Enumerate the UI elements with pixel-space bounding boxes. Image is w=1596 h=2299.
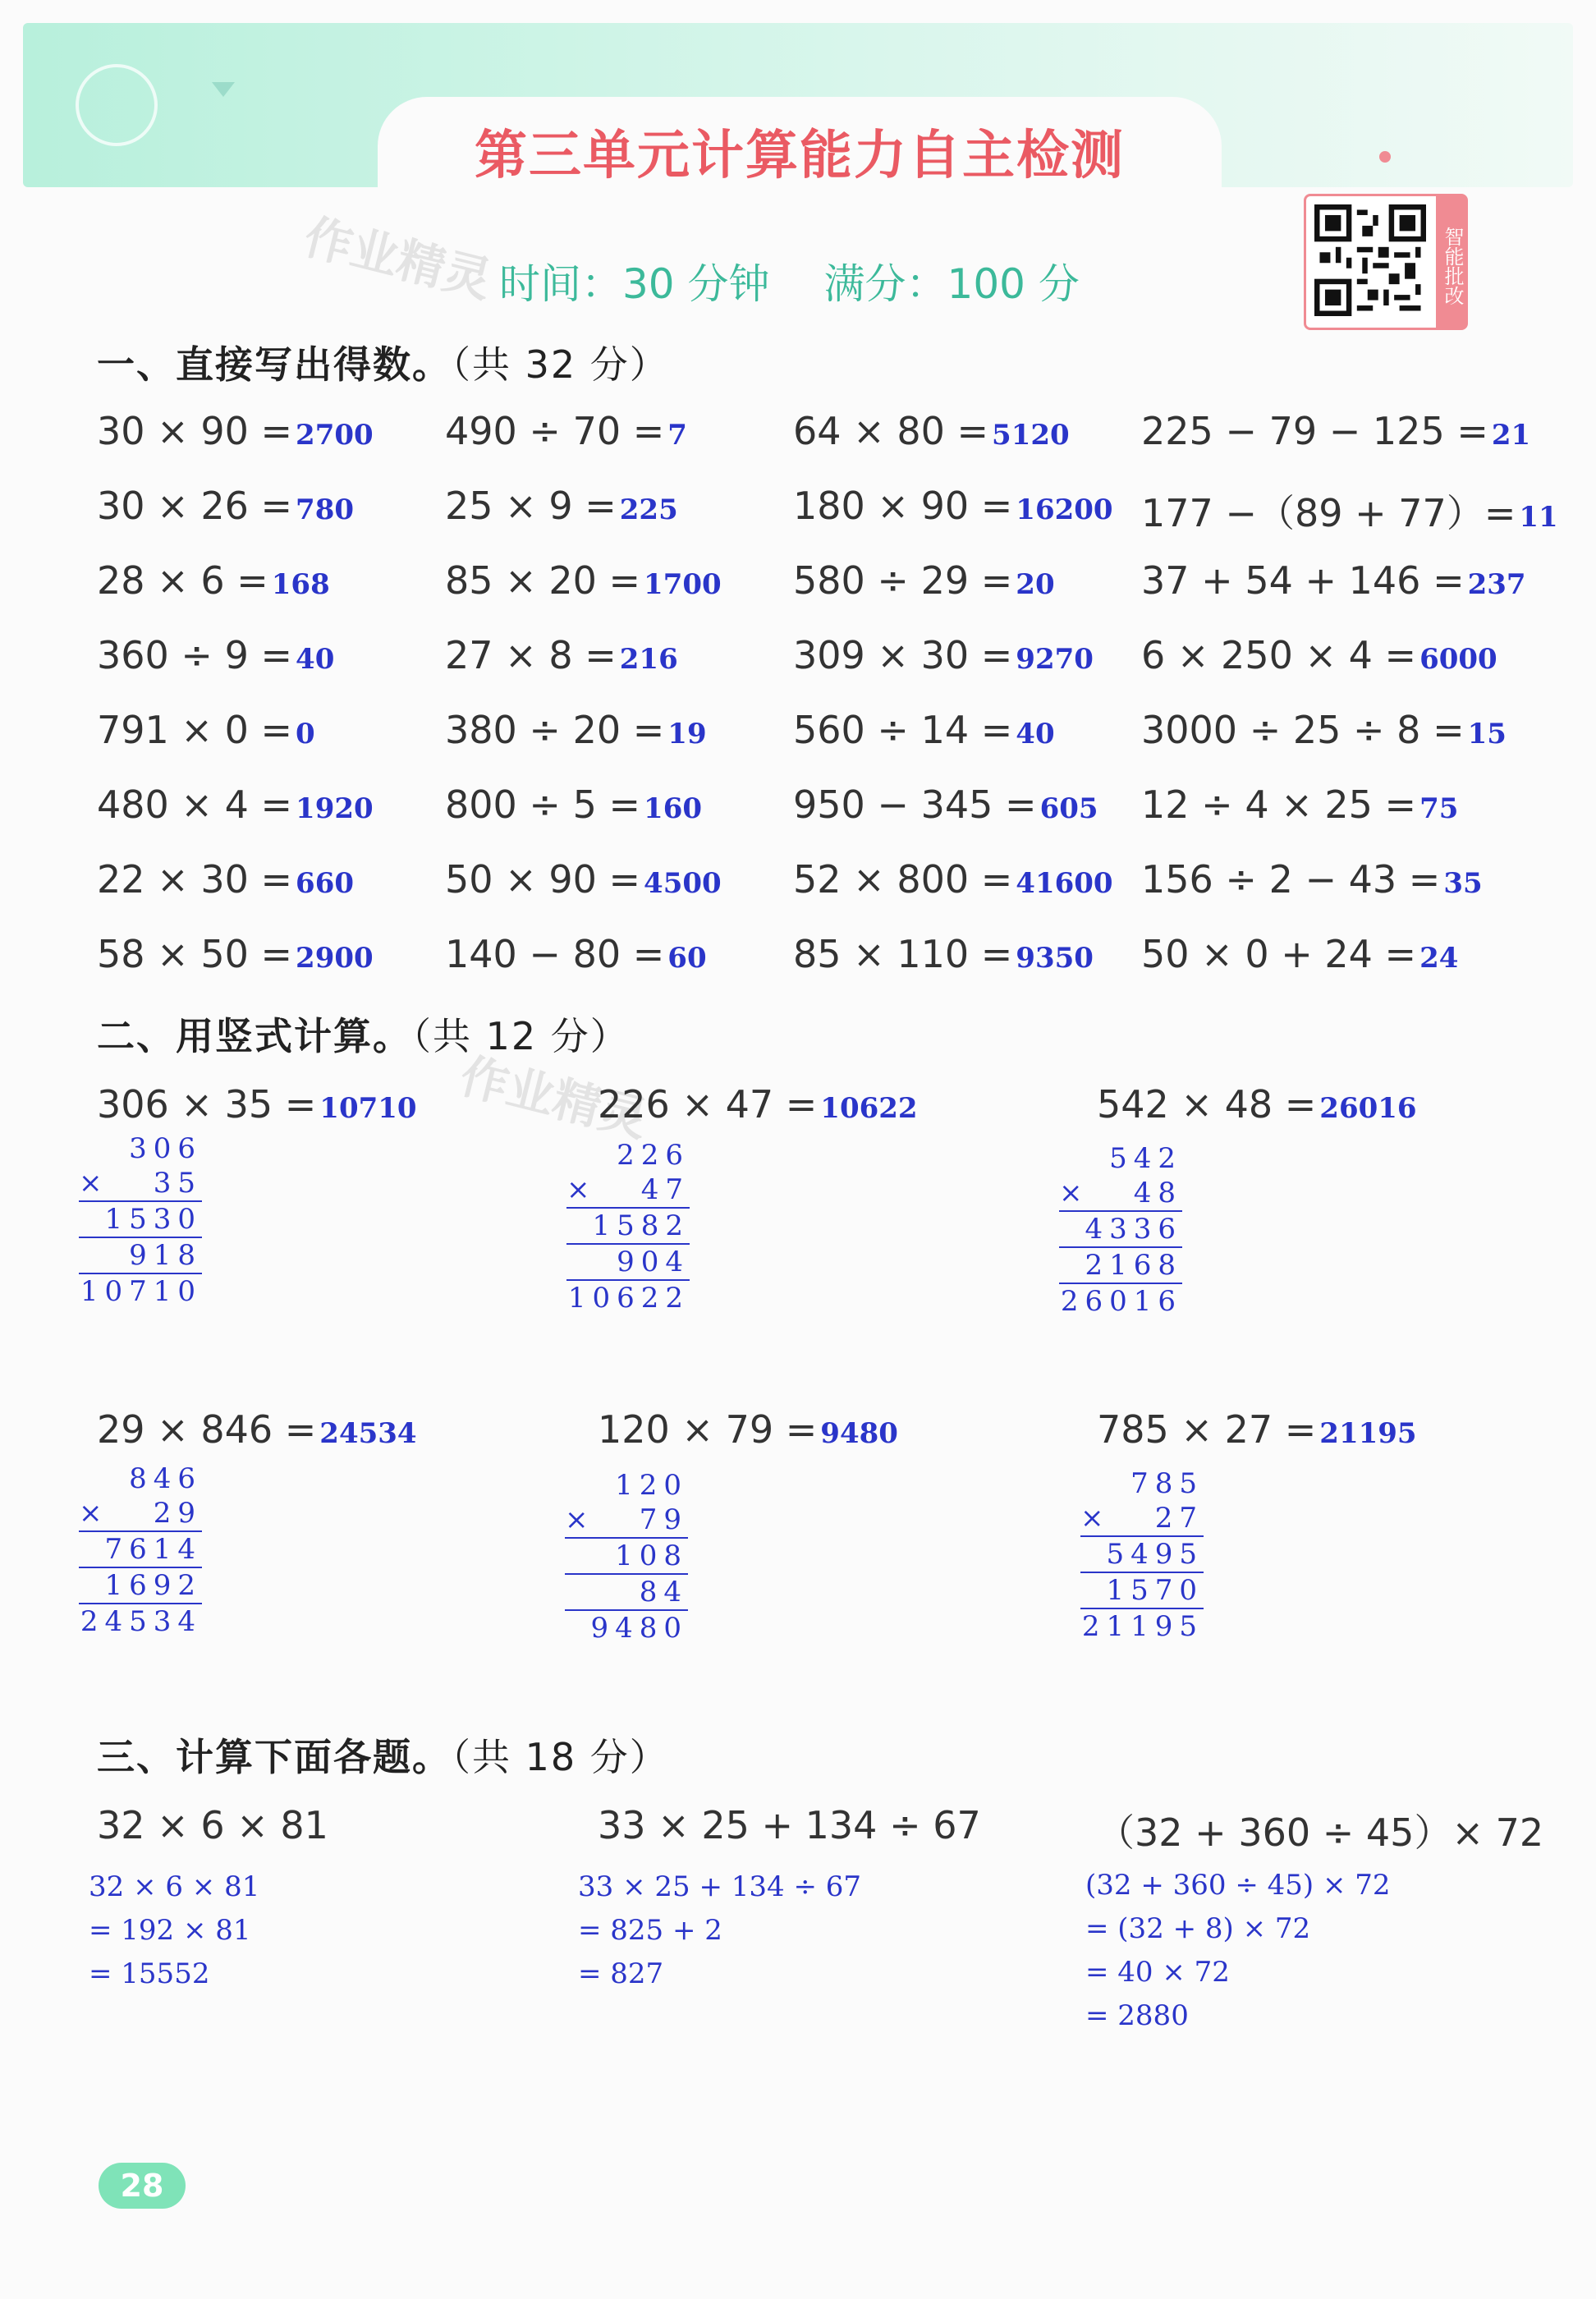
times-sign: × [565,1503,595,1536]
question-text: 180 × 90 = [793,484,1013,528]
qr-code-card[interactable] [1304,194,1468,330]
working-digits: 1582 [592,1209,690,1242]
handwritten-answer: 9480 [820,1417,898,1450]
oral-calc-item [1141,932,1458,976]
working-step: = 15552 [89,1957,210,1990]
handwritten-answer: 9350 [1016,942,1094,975]
full-score: 满分：100 分 [823,260,1080,308]
oral-calc-item [793,932,1094,976]
handwritten-answer: 21 [1491,419,1531,452]
question-text: 28 × 6 = [97,558,268,603]
question-text: 6 × 250 × 4 = [1141,633,1417,677]
working-step: = 827 [578,1957,664,1990]
question-text: 52 × 800 = [793,857,1013,902]
working-line-p2 [79,1238,202,1274]
question-text: 85 × 20 = [445,558,641,603]
oral-calc-item [97,484,354,528]
working-line-p1 [565,1539,688,1575]
question-text: 58 × 50 = [97,932,293,976]
times-sign: × [79,1497,109,1530]
working-digits: 7614 [104,1533,202,1566]
question-text: 30 × 26 = [97,484,293,528]
handwritten-answer: 24 [1419,942,1459,975]
times-sign: × [1080,1502,1111,1535]
exam-info [499,251,1134,310]
oral-calc-item [445,633,678,677]
vertical-calc-question [1097,1082,1417,1127]
question-text: 226 × 47 = [598,1082,818,1127]
times-sign: × [1059,1177,1089,1209]
oral-calc-item [97,558,330,603]
working-step: = 40 × 72 [1085,1956,1230,1989]
question-text: 50 × 0 + 24 = [1141,932,1417,976]
working-digits: 48 [1133,1177,1182,1209]
working-digits: 84 [639,1576,688,1608]
oral-calc-item [1141,409,1530,453]
working-digits: 785 [1130,1467,1204,1500]
handwritten-answer: 1700 [644,568,722,601]
question-text: 3000 ÷ 25 ÷ 8 = [1141,708,1465,752]
oral-calc-item [97,782,374,827]
oral-calc-item [793,857,1113,902]
handwritten-answer: 21195 [1319,1417,1417,1450]
handwritten-answer: 40 [1016,718,1055,750]
handwritten-answer: 780 [296,493,355,526]
working-digits: 2168 [1085,1249,1182,1282]
section-points: （共 18 分） [452,1735,669,1779]
question-text: 37 + 54 + 146 = [1141,558,1465,603]
working-digits: 5495 [1106,1538,1204,1571]
watermark: 作业精灵 [299,208,498,309]
handwritten-answer: 6000 [1419,643,1497,676]
oral-calc-item [793,409,1070,453]
working-digits: 21195 [1081,1610,1204,1643]
handwritten-answer: 20 [1016,568,1055,601]
working-line-top [566,1138,690,1172]
working-line-p1 [566,1209,690,1245]
working-digits: 47 [640,1173,690,1206]
section-title: 三、计算下面各题。 [97,1735,452,1779]
working-line-p2 [1059,1248,1182,1284]
question-text: 140 − 80 = [445,932,665,976]
working-line-p1 [1080,1537,1204,1573]
question-text: 30 × 90 = [97,409,293,453]
vertical-working [79,1131,202,1309]
question-text: 156 ÷ 2 − 43 = [1141,857,1441,902]
working-digits: 306 [129,1132,202,1165]
watermark: 作业精灵 [455,1047,654,1148]
handwritten-answer: 41600 [1016,867,1113,900]
handwritten-answer: 11 [1519,501,1558,534]
question-text: 29 × 846 = [97,1407,317,1452]
handwritten-answer: 1920 [296,792,374,825]
working-step: = 2880 [1085,1999,1189,2032]
working-line-top [1080,1466,1204,1501]
section-points: （共 32 分） [452,342,669,387]
working-digits: 27 [1154,1502,1204,1535]
working-digits: 26016 [1060,1285,1182,1318]
working-digits: 108 [615,1540,688,1572]
working-line-p2 [566,1245,690,1281]
decorative-circle [76,64,158,146]
time-limit: 时间：30 分钟 [499,260,770,308]
question-text: 120 × 79 = [598,1407,818,1452]
working-line-mul [79,1496,202,1532]
working-line-top [79,1462,202,1496]
section-heading-3 [97,1728,669,1782]
handwritten-answer: 75 [1419,792,1459,825]
page-number: 28 [99,2163,186,2209]
oral-calc-item [445,782,702,827]
vertical-working [1059,1141,1182,1319]
question-text: 12 ÷ 4 × 25 = [1141,782,1417,827]
handwritten-answer: 24534 [319,1417,417,1450]
oral-calc-item [97,708,315,752]
working-digits: 10622 [567,1282,690,1315]
section-heading-1 [97,335,669,389]
handwritten-answer: 10710 [319,1092,417,1125]
working-line-mul [566,1172,690,1209]
question-text: 309 × 30 = [793,633,1013,677]
oral-calc-item [793,782,1098,827]
handwritten-answer: 60 [667,942,707,975]
question-text: 580 ÷ 29 = [793,558,1013,603]
handwritten-answer: 660 [296,867,355,900]
oral-calc-item [793,558,1055,603]
vertical-working [566,1138,690,1315]
oral-calc-item [97,857,354,902]
handwritten-answer: 2700 [296,419,374,452]
times-sign: × [566,1173,597,1206]
vertical-calc-question [1097,1407,1417,1452]
oral-calc-item [445,708,707,752]
question-text: 85 × 110 = [793,932,1013,976]
qr-hanger-icon [1379,151,1391,163]
vertical-calc-question [97,1407,417,1452]
question-text: 380 ÷ 20 = [445,708,665,752]
vertical-working [565,1468,688,1645]
handwritten-answer: 7 [667,419,687,452]
question-text: 50 × 90 = [445,857,641,902]
working-line-mul [565,1503,688,1539]
working-digits: 120 [615,1469,688,1502]
handwritten-answer: 19 [667,718,707,750]
question-text: 25 × 9 = [445,484,617,528]
oral-calc-item [445,857,722,902]
question-text: 560 ÷ 14 = [793,708,1013,752]
handwritten-answer: 2900 [296,942,374,975]
handwritten-answer: 16200 [1016,493,1113,526]
decorative-triangle [212,82,235,97]
working-digits: 1530 [104,1203,202,1236]
working-line-res [566,1281,690,1315]
working-digits: 35 [153,1167,202,1200]
handwritten-answer: 5120 [992,419,1070,452]
handwritten-answer: 9270 [1016,643,1094,676]
oral-calc-item [445,484,678,528]
oral-calc-item [445,558,722,603]
question-text: 480 × 4 = [97,782,293,827]
question-text: 22 × 30 = [97,857,293,902]
handwritten-answer: 4500 [644,867,722,900]
oral-calc-item [97,932,374,976]
qr-label: 智能批改 [1436,196,1465,328]
working-digits: 904 [617,1246,690,1278]
working-line-p1 [1059,1212,1182,1248]
working-digits: 1692 [104,1569,202,1602]
question-text: 64 × 80 = [793,409,989,453]
section-title: 一、直接写出得数。 [97,342,452,387]
question-text: 306 × 35 = [97,1082,317,1127]
question-text: 800 ÷ 5 = [445,782,641,827]
handwritten-answer: 216 [619,643,678,676]
handwritten-answer: 605 [1039,792,1098,825]
working-step: 32 × 6 × 81 [89,1870,260,1903]
oral-calc-item [1141,484,1558,538]
handwritten-answer: 160 [644,792,703,825]
step-calc-question: （32 + 360 ÷ 45）× 72 [1097,1810,1544,1855]
handwritten-answer: 26016 [1319,1092,1417,1125]
times-sign: × [79,1167,109,1200]
working-digits: 918 [129,1239,202,1272]
working-step: 33 × 25 + 134 ÷ 67 [578,1870,861,1903]
oral-calc-item [1141,558,1526,603]
vertical-working [1080,1466,1204,1644]
oral-calc-item [793,633,1094,677]
oral-calc-item [1141,708,1507,752]
oral-calc-item [793,484,1113,528]
working-digits: 226 [617,1139,690,1172]
oral-calc-item [1141,782,1458,827]
working-line-p2 [565,1575,688,1611]
handwritten-answer: 10622 [820,1092,918,1125]
qr-code-icon[interactable] [1314,204,1426,316]
oral-calc-item [97,633,334,677]
handwritten-answer: 35 [1443,867,1483,900]
working-line-p2 [79,1568,202,1604]
working-line-res [79,1604,202,1639]
working-digits: 79 [639,1503,688,1536]
handwritten-answer: 15 [1467,718,1507,750]
question-text: 950 − 345 = [793,782,1037,827]
oral-calc-item [97,409,374,453]
working-step: = (32 + 8) × 72 [1085,1912,1311,1945]
working-line-p2 [1080,1573,1204,1609]
working-line-top [565,1468,688,1503]
working-line-res [79,1274,202,1309]
oral-calc-item [1141,857,1483,902]
oral-calc-item [793,708,1055,752]
working-line-top [1059,1141,1182,1176]
working-line-top [79,1131,202,1166]
handwritten-answer: 168 [271,568,330,601]
working-digits: 4336 [1085,1213,1182,1246]
vertical-calc-question [598,1082,918,1127]
oral-calc-item [445,932,707,976]
section-title: 二、用竖式计算。 [97,1014,412,1058]
step-calc-question: 33 × 25 + 134 ÷ 67 [598,1803,981,1847]
step-working [1085,1864,1391,2038]
working-digits: 9480 [590,1612,688,1645]
handwritten-answer: 0 [296,718,315,750]
working-digits: 846 [129,1462,202,1495]
section-points: （共 12 分） [412,1014,630,1058]
working-line-res [1059,1284,1182,1319]
working-line-mul [1059,1176,1182,1212]
working-digits: 1570 [1106,1574,1204,1607]
handwritten-answer: 225 [619,493,678,526]
working-line-p1 [79,1202,202,1238]
step-working [578,1865,861,1996]
working-line-res [565,1611,688,1645]
question-text: 360 ÷ 9 = [97,633,293,677]
working-step: = 825 + 2 [578,1914,722,1947]
question-text: 542 × 48 = [1097,1082,1317,1127]
vertical-working [79,1462,202,1639]
vertical-calc-question [97,1082,417,1127]
handwritten-answer: 40 [296,643,335,676]
question-text: 785 × 27 = [1097,1407,1317,1452]
question-text: 791 × 0 = [97,708,293,752]
question-text: 177 −（89 + 77）= [1141,491,1516,535]
step-working [89,1865,259,1996]
working-line-res [1080,1609,1204,1644]
working-step: = 192 × 81 [89,1914,251,1947]
oral-calc-item [1141,633,1497,677]
handwritten-answer: 237 [1467,568,1526,601]
step-calc-question: 32 × 6 × 81 [97,1803,328,1847]
section-heading-2 [97,1007,630,1061]
vertical-calc-question [598,1407,898,1452]
working-digits: 24534 [80,1605,202,1638]
question-text: 27 × 8 = [445,633,617,677]
question-text: 225 − 79 − 125 = [1141,409,1488,453]
working-line-p1 [79,1532,202,1568]
working-digits: 10710 [80,1275,202,1308]
page-title: 第三单元计算能力自主检测 [475,126,1125,186]
working-digits: 29 [153,1497,202,1530]
question-text: 490 ÷ 70 = [445,409,665,453]
working-digits: 542 [1109,1142,1182,1175]
oral-calc-item [445,409,687,453]
working-step: (32 + 360 ÷ 45) × 72 [1085,1869,1391,1902]
working-line-mul [79,1166,202,1202]
working-line-mul [1080,1501,1204,1537]
